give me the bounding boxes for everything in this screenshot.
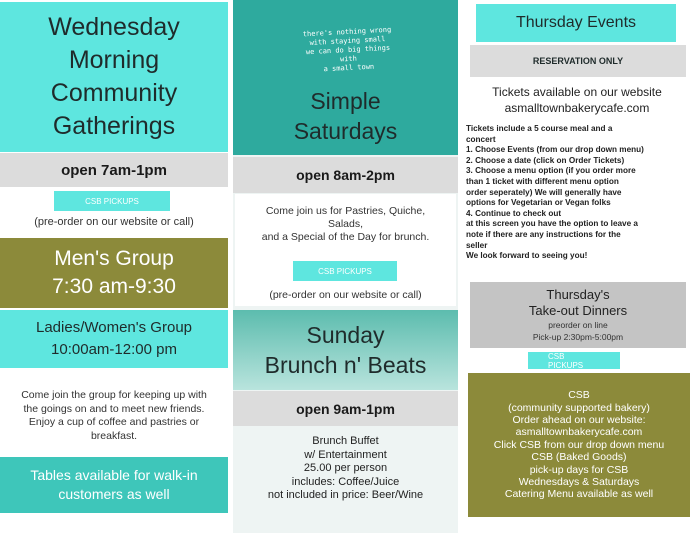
step-line: than 1 ticket with different menu option: [466, 176, 619, 186]
ladies-group-block: [0, 310, 228, 368]
saturday-csb-pickups-button[interactable]: CSB PICKUPS: [293, 261, 397, 281]
sunday-details: [233, 435, 458, 503]
csb-line: pick-up days for CSB: [529, 463, 629, 476]
tickets-info: [464, 84, 690, 116]
ticket-ordering-steps: [466, 124, 690, 262]
step-line: note if there are any instructions for the: [466, 229, 621, 239]
wednesday-title-block: [0, 2, 228, 152]
tables-walk-in-banner: [0, 457, 228, 513]
sunday-details-line: w/ Entertainment: [304, 448, 387, 461]
wednesday-description-line: the goings on and to meet new friends.: [23, 402, 205, 415]
handwritten-slogan: [282, 25, 414, 77]
mens-group-block: [0, 238, 228, 308]
wednesday-title-line-2: Morning: [68, 46, 160, 74]
saturday-hours: open 8am-2pm: [233, 157, 458, 193]
tickets-line-1: Tickets available on our website: [492, 85, 662, 99]
csb-line: CSB: [568, 389, 590, 402]
wednesday-preorder-note: (pre-order on our website or call): [34, 216, 194, 228]
csb-line: Order ahead on our website:: [512, 413, 646, 426]
slogan-line: with staying small: [309, 35, 386, 47]
sunday-details-line: Brunch Buffet: [312, 435, 379, 447]
step-line: concert: [466, 134, 496, 144]
step-line: order seperately) We will generally have: [466, 187, 622, 197]
takeout-preorder: preorder on line: [548, 320, 608, 330]
slogan-line: there's nothing wrong: [302, 25, 392, 39]
slogan-line: we can do big things: [305, 43, 391, 57]
step-line: 4. Continue to check out: [466, 208, 562, 218]
wednesday-hours: open 7am-1pm: [0, 153, 228, 187]
csb-line: (community supported bakery): [508, 401, 650, 414]
sunday-brunch-block: [233, 310, 458, 390]
step-line: at this screen you have the option to leave a: [466, 219, 638, 229]
sunday-title-line-1: Sunday: [306, 322, 385, 348]
wednesday-description-line: Come join the group for keeping up with: [21, 389, 207, 401]
csb-info-block: [468, 373, 690, 517]
step-line: Tickets include a 5 course meal and a: [466, 124, 613, 133]
step-line: We look forward to seeing you!: [466, 251, 588, 261]
saturday-description-line: Come join us for Pastries, Quiche,: [265, 205, 426, 217]
csb-website[interactable]: asmalltownbakerycafe.com: [515, 426, 643, 439]
slogan-line: with: [339, 54, 358, 64]
simple-saturdays-title-line-1: Simple: [310, 88, 381, 114]
simple-saturdays-title: [233, 86, 458, 146]
wednesday-title-line-1: Wednesday: [48, 13, 180, 41]
wednesday-description: [0, 389, 228, 443]
ladies-group-title: Ladies/Women's Group: [36, 319, 192, 336]
wednesday-csb-pickups-button[interactable]: CSB PICKUPS: [54, 191, 170, 211]
tables-line-1: Tables available for walk-in: [30, 467, 198, 483]
weekend-column: [233, 0, 458, 533]
mens-group-title: Men's Group: [54, 247, 174, 270]
sunday-title-line-2: Brunch n' Beats: [264, 352, 427, 378]
takeout-title-line-2: Take-out Dinners: [528, 303, 628, 318]
saturday-preorder-note: (pre-order on our website or call): [269, 289, 422, 301]
sunday-details-line: 25.00 per person: [303, 462, 388, 475]
tables-line-2: customers as well: [58, 486, 170, 502]
takeout-pickup-time: Pick-up 2:30pm-5:00pm: [532, 332, 624, 342]
wednesday-title-line-3: Community: [50, 79, 178, 107]
csb-line: Catering Menu available as well: [504, 488, 654, 501]
reservation-only-banner: RESERVATION ONLY: [470, 45, 686, 77]
simple-saturdays-block: [233, 0, 458, 155]
sunday-hours: open 9am-1pm: [233, 391, 458, 426]
sunday-details-line: not included in price: Beer/Wine: [267, 489, 424, 502]
saturday-description: [233, 205, 458, 244]
thursday-events-title: Thursday Events: [476, 4, 676, 42]
wednesday-column: [0, 0, 228, 533]
saturday-description-line: and a Special of the Day for brunch.: [261, 231, 430, 243]
thursday-csb-pickups-button[interactable]: CSB PICKUPS: [528, 352, 620, 369]
sunday-details-line: includes: Coffee/Juice: [291, 475, 400, 488]
wednesday-title-line-4: Gatherings: [52, 112, 176, 140]
step-line: seller: [466, 240, 488, 250]
mens-group-time: 7:30 am-9:30: [52, 275, 176, 298]
csb-line: Wednesdays & Saturdays: [518, 476, 640, 489]
wednesday-description-line: Enjoy a cup of coffee and pastries or: [28, 416, 200, 428]
saturday-description-line: Salads,: [327, 218, 364, 230]
takeout-dinners-block: [470, 282, 686, 348]
tickets-website[interactable]: asmalltownbakerycafe.com: [504, 101, 650, 115]
ladies-group-time: 10:00am-12:00 pm: [51, 341, 177, 358]
simple-saturdays-title-line-2: Saturdays: [293, 118, 398, 144]
step-line: 2. Choose a date (click on Order Tickets): [466, 155, 625, 165]
step-line: options for Vegetarian or Vegan folks: [466, 198, 611, 208]
thursday-column: [464, 0, 690, 533]
slogan-line: a small town: [323, 62, 375, 74]
takeout-title-line-1: Thursday's: [546, 287, 610, 302]
csb-line: CSB (Baked Goods): [531, 451, 627, 464]
wednesday-description-line: breakfast.: [90, 429, 138, 442]
csb-line: Click CSB from our drop down menu: [493, 438, 665, 451]
step-line: 3. Choose a menu option (if you order more: [466, 166, 636, 176]
step-line: 1. Choose Events (from our drop down menu): [466, 145, 644, 155]
